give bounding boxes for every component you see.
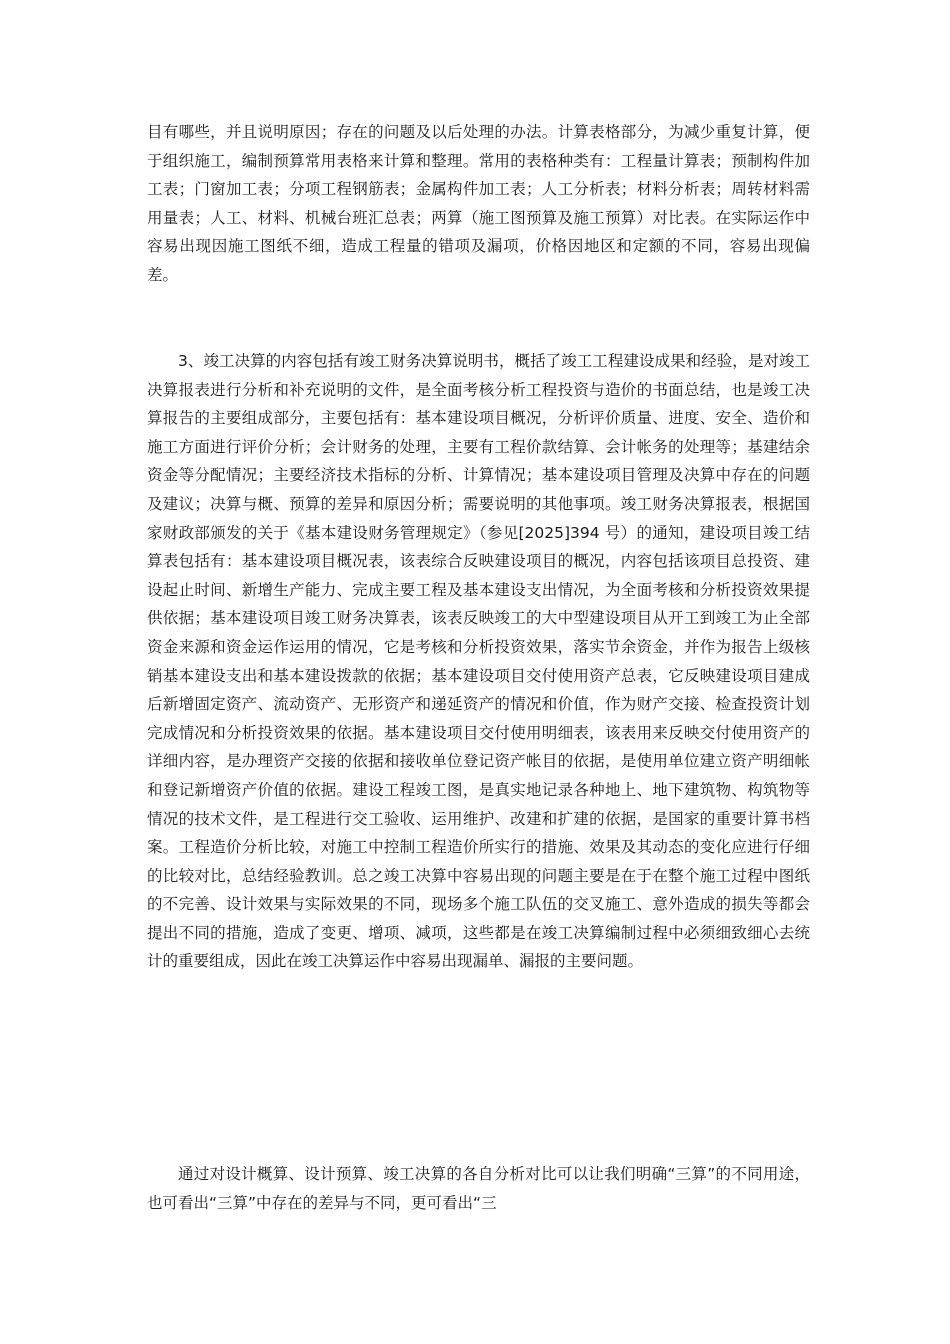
paragraph-three-budgets-comparison: 通过对设计概算、设计预算、竣工决算的各自分析对比可以让我们明确“三算”的不同用途，也可看出“三算”中存在的差异与不同，更可看出“三 (147, 1165, 810, 1212)
paragraph-budget-tables: 目有哪些，并且说明原因；存在的问题及以后处理的办法。计算表格部分，为减少重复计算，便于组织施工，编制预算常用表格来计算和整理。常用的表格种类有：工程量计算表；预制构件加工表；门窗加工表；分项工程钢筋表；金属构件加工表；人工分析表；材料分析表；周转材料需用量表；人工、材料、机械台班汇总表；两算（施工图预算及施工预算）对比表。在实际运作中容易出现因施工图纸不细，造成工程量的错项及漏项，价格因地区和定额的不同，容易出现偏差。 (147, 123, 810, 284)
paragraph-final-accounts: 3、竣工决算的内容包括有竣工财务决算说明书，概括了竣工工程建设成果和经验，是对竣工决算报表进行分析和补充说明的文件，是全面考核分析工程投资与造价的书面总结，也是竣工决算报告的主要组成部分，主要包括有：基本建设项目概况，分析评价质量、进度、安全、造价和施工方面进行评价分析；会计财务的处理，主要有工程价款结算、会计帐务的处理等；基建结余资金等分配情况；主要经济技术指标的分析、计算情况；基本建设项目管理及决算中存在的问题及建议；决算与概、预算的差异和原因分析；需要说明的其他事项。竣工财务决算报表，根据国家财政部颁发的关于《基本建设财务管理规定》（参见[2025]394 号）的通知，建设项目竣工结算表包括有：基本建设项目概况表，该表综合反映建设项目的概况，内容包括该项目总投资、建设起止时间、新增生产能力、完成主要工程及基本建设支出情况，为全面考核和分析投资效果提供依据；基本建设项目竣工财务决算表，该表反映竣工的大中型建设项目从开工到竣工为止全部资金来源和资金运作运用的情况，它是考核和分析投资效果，落实节余资金，并作为报告上级核销基本建设支出和基本建设拨款的依据；基本建设项目交付使用资产总表，它反映建设项目建成后新增固定资产、流动资产、无形资产和递延资产的情况和价值，作为财产交接、检查投资计划完成情况和分析投资效果的依据。基本建设项目交付使用明细表，该表用来反映交付使用资产的详细内容，是办理资产交接的依据和接收单位登记资产帐目的依据，是使用单位建立资产明细帐和登记新增资产价值的依据。建设工程竣工图，是真实地记录各种地上、地下建筑物、构筑物等情况的技术文件，是工程进行交工验收、运用维护、改建和扩建的依据，是国家的重要计算书档案。工程造价分析比较，对施工中控制工程造价所实行的措施、效果及其动态的变化应进行仔细的比较对比，总结经验教训。总之竣工决算中容易出现的问题主要是在于在整个施工过程中图纸的不完善、设计效果与实际效果的不同，现场多个施工队伍的交叉施工、意外造成的损失等都会提出不同的措施，造成了变更、增项、减项，这些都是在竣工决算编制过程中必须细致细心去统计的重要组成，因此在竣工决算运作中容易出现漏单、漏报的主要问题。 (147, 352, 810, 971)
